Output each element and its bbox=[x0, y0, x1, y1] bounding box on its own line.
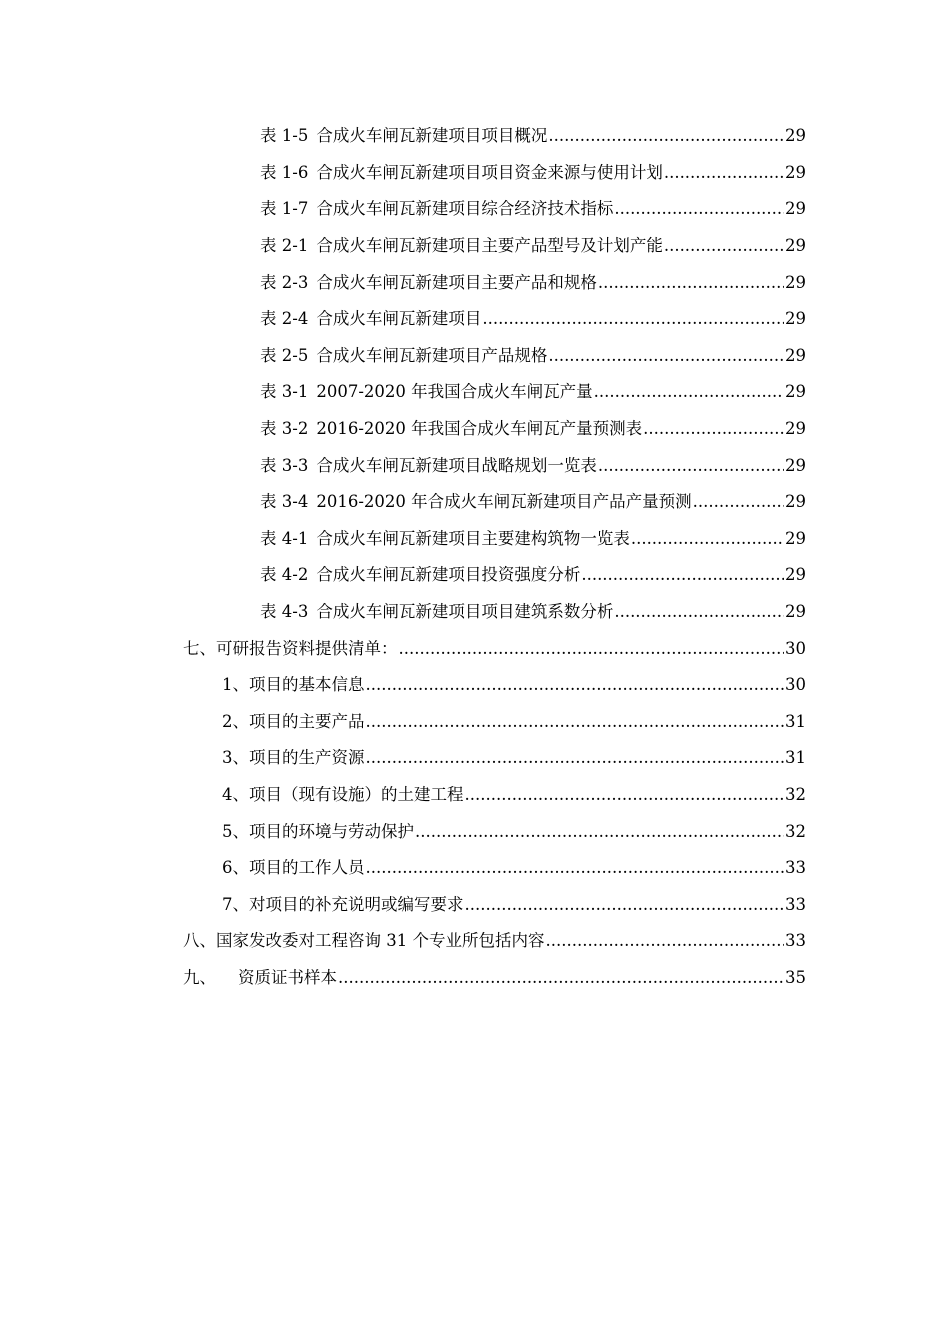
toc-subsection-entry[interactable] bbox=[0, 740, 806, 777]
toc-entry[interactable] bbox=[0, 484, 806, 521]
toc-entry-number: 表 3-1 bbox=[260, 382, 309, 402]
toc-leader-dots bbox=[465, 784, 785, 806]
toc-leader-dots bbox=[614, 198, 784, 220]
table-of-contents bbox=[0, 118, 950, 996]
toc-page-number: 29 bbox=[785, 162, 806, 182]
toc-leader-dots bbox=[598, 272, 784, 294]
toc-entry-title: 合成火车闸瓦新建项目主要产品和规格 bbox=[316, 272, 597, 292]
toc-entry-title: 5、项目的环境与劳动保护 bbox=[222, 821, 414, 841]
toc-entry-title: 2016-2020 年我国合成火车闸瓦产量预测表 bbox=[316, 419, 643, 439]
toc-section-entry[interactable] bbox=[0, 960, 806, 997]
toc-page-number: 29 bbox=[785, 309, 806, 329]
toc-leader-dots bbox=[693, 491, 784, 513]
toc-leader-dots bbox=[631, 528, 784, 550]
toc-page-number: 29 bbox=[785, 565, 806, 585]
toc-entry-number: 表 3-4 bbox=[260, 492, 309, 512]
toc-leader-dots bbox=[643, 418, 784, 440]
toc-leader-dots bbox=[548, 345, 784, 367]
toc-entry[interactable] bbox=[0, 411, 806, 448]
toc-entry[interactable] bbox=[0, 191, 806, 228]
toc-entry[interactable] bbox=[0, 594, 806, 631]
toc-section-entry[interactable] bbox=[0, 923, 806, 960]
toc-leader-dots bbox=[581, 564, 784, 586]
toc-page-number: 30 bbox=[785, 675, 806, 695]
toc-page-number: 29 bbox=[785, 199, 806, 219]
toc-leader-dots bbox=[614, 601, 784, 623]
toc-leader-dots bbox=[366, 711, 785, 733]
toc-page-number: 29 bbox=[785, 528, 806, 548]
toc-page-number: 29 bbox=[785, 492, 806, 512]
toc-page-number: 29 bbox=[785, 345, 806, 365]
toc-entry-title: 八、国家发改委对工程咨询 31 个专业所包括内容 bbox=[183, 931, 545, 951]
toc-page-number: 29 bbox=[785, 126, 806, 146]
toc-entry-title: 合成火车闸瓦新建项目项目建筑系数分析 bbox=[316, 602, 614, 622]
toc-entry-number: 表 4-2 bbox=[260, 565, 309, 585]
toc-page-number: 29 bbox=[785, 455, 806, 475]
toc-entry[interactable] bbox=[0, 557, 806, 594]
toc-entry-title: 3、项目的生产资源 bbox=[222, 748, 365, 768]
toc-entry[interactable] bbox=[0, 374, 806, 411]
toc-page-number: 30 bbox=[785, 638, 806, 658]
toc-entry-number: 表 2-1 bbox=[260, 236, 309, 256]
toc-entry-title: 合成火车闸瓦新建项目主要产品型号及计划产能 bbox=[316, 236, 663, 256]
toc-leader-dots bbox=[415, 821, 784, 843]
toc-entry-number: 九、 bbox=[183, 967, 216, 987]
toc-leader-dots bbox=[546, 930, 785, 952]
toc-page-number: 33 bbox=[785, 931, 806, 951]
toc-entry[interactable] bbox=[0, 264, 806, 301]
toc-subsection-entry[interactable] bbox=[0, 813, 806, 850]
toc-entry-title: 合成火车闸瓦新建项目项目资金来源与使用计划 bbox=[316, 162, 663, 182]
toc-leader-dots bbox=[598, 455, 784, 477]
toc-entry[interactable] bbox=[0, 447, 806, 484]
toc-entry-number: 表 4-1 bbox=[260, 528, 309, 548]
toc-entry-title: 2016-2020 年合成火车闸瓦新建项目产品产量预测 bbox=[316, 492, 692, 512]
toc-page-number: 29 bbox=[785, 272, 806, 292]
toc-entry-title: 4、项目（现有设施）的土建工程 bbox=[222, 784, 464, 804]
toc-entry-number: 表 1-6 bbox=[260, 162, 309, 182]
toc-leader-dots bbox=[548, 125, 784, 147]
toc-page-number: 32 bbox=[785, 784, 806, 804]
toc-entry[interactable] bbox=[0, 118, 806, 155]
toc-entry-title: 7、对项目的补充说明或编写要求 bbox=[222, 894, 464, 914]
toc-entry-number: 表 1-5 bbox=[260, 126, 309, 146]
toc-entry-number: 表 4-3 bbox=[260, 602, 309, 622]
toc-leader-dots bbox=[465, 894, 785, 916]
toc-entry-number: 表 2-4 bbox=[260, 309, 309, 329]
toc-page-number: 29 bbox=[785, 602, 806, 622]
toc-leader-dots bbox=[664, 162, 784, 184]
toc-page-number: 33 bbox=[785, 894, 806, 914]
toc-entry-title: 资质证书样本 bbox=[238, 967, 337, 987]
toc-page-number: 32 bbox=[785, 821, 806, 841]
toc-entry-title: 合成火车闸瓦新建项目 bbox=[316, 309, 482, 329]
toc-subsection-entry[interactable] bbox=[0, 886, 806, 923]
toc-leader-dots bbox=[594, 381, 784, 403]
toc-page-number: 31 bbox=[785, 711, 806, 731]
toc-page-number: 33 bbox=[785, 858, 806, 878]
toc-leader-dots bbox=[399, 638, 785, 660]
toc-entry-title: 2、项目的主要产品 bbox=[222, 711, 365, 731]
toc-page-number: 29 bbox=[785, 419, 806, 439]
toc-leader-dots bbox=[338, 967, 784, 989]
toc-leader-dots bbox=[366, 857, 785, 879]
toc-entry-title: 合成火车闸瓦新建项目项目概况 bbox=[316, 126, 548, 146]
toc-subsection-entry[interactable] bbox=[0, 850, 806, 887]
toc-leader-dots bbox=[664, 235, 784, 257]
toc-page-number: 35 bbox=[785, 967, 806, 987]
toc-entry-title: 合成火车闸瓦新建项目战略规划一览表 bbox=[316, 455, 597, 475]
toc-subsection-entry[interactable] bbox=[0, 777, 806, 814]
toc-entry-title: 合成火车闸瓦新建项目投资强度分析 bbox=[316, 565, 581, 585]
toc-page-number: 29 bbox=[785, 236, 806, 256]
toc-section-entry[interactable] bbox=[0, 630, 806, 667]
toc-entry-title: 2007-2020 年我国合成火车闸瓦产量 bbox=[316, 382, 593, 402]
toc-entry-number: 表 3-3 bbox=[260, 455, 309, 475]
toc-leader-dots bbox=[366, 674, 785, 696]
toc-entry[interactable] bbox=[0, 228, 806, 265]
toc-entry-title: 合成火车闸瓦新建项目综合经济技术指标 bbox=[316, 199, 614, 219]
toc-entry-number: 表 2-3 bbox=[260, 272, 309, 292]
toc-subsection-entry[interactable] bbox=[0, 667, 806, 704]
toc-entry-title: 6、项目的工作人员 bbox=[222, 858, 365, 878]
toc-leader-dots bbox=[482, 308, 784, 330]
toc-leader-dots bbox=[366, 747, 785, 769]
toc-entry-title: 合成火车闸瓦新建项目主要建构筑物一览表 bbox=[316, 528, 630, 548]
toc-entry[interactable] bbox=[0, 301, 806, 338]
toc-page-number: 29 bbox=[785, 382, 806, 402]
toc-page-number: 31 bbox=[785, 748, 806, 768]
toc-entry[interactable] bbox=[0, 338, 806, 375]
toc-entry-number: 表 3-2 bbox=[260, 419, 309, 439]
toc-entry-number: 表 2-5 bbox=[260, 345, 309, 365]
toc-entry[interactable] bbox=[0, 155, 806, 192]
toc-entry-title: 1、项目的基本信息 bbox=[222, 675, 365, 695]
toc-entry[interactable] bbox=[0, 521, 806, 558]
toc-entry-title: 七、可研报告资料提供清单： bbox=[183, 638, 398, 658]
toc-entry-title: 合成火车闸瓦新建项目产品规格 bbox=[316, 345, 548, 365]
toc-subsection-entry[interactable] bbox=[0, 704, 806, 741]
toc-entry-number: 表 1-7 bbox=[260, 199, 309, 219]
